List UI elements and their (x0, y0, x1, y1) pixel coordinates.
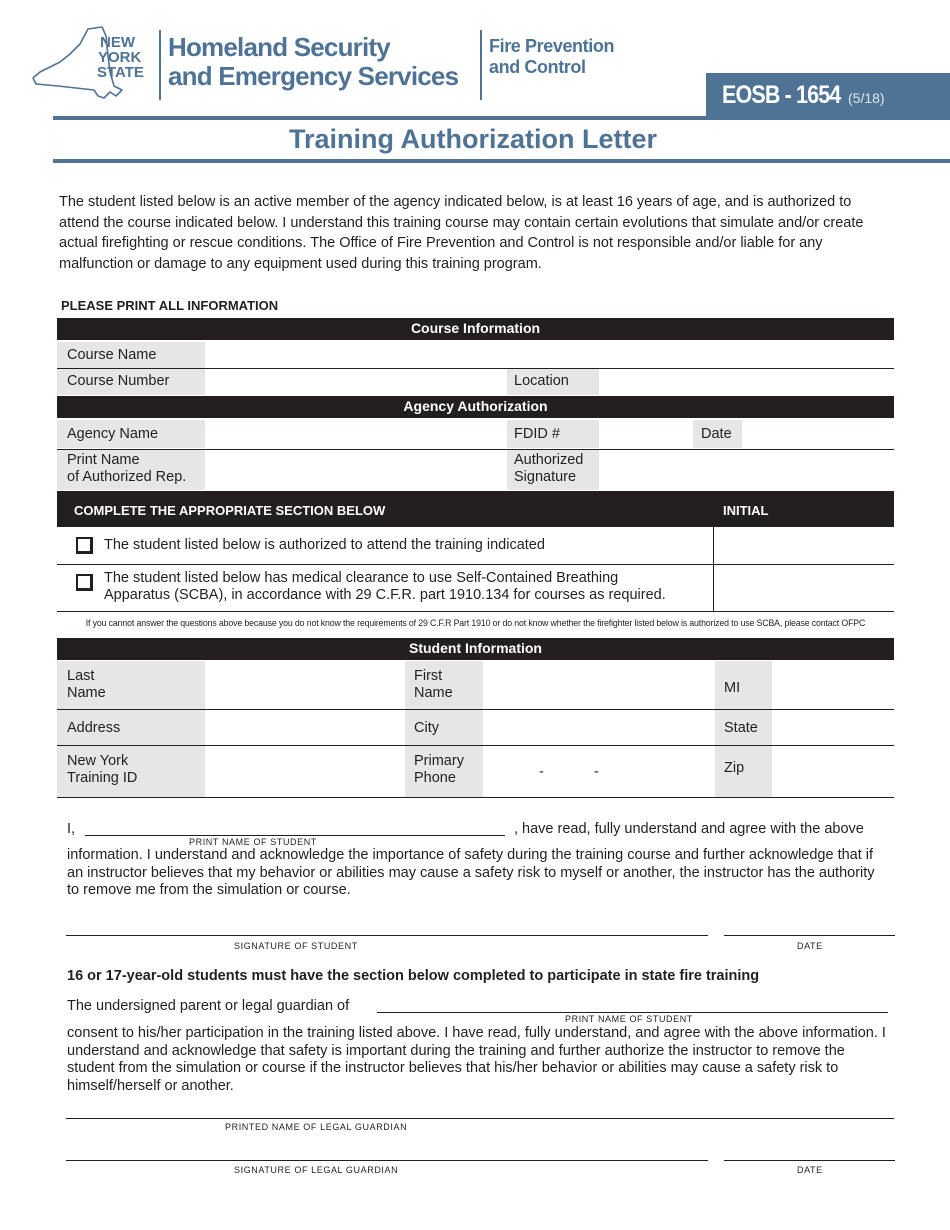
mi-label: MI (724, 680, 741, 696)
page-title: Training Authorization Letter (289, 124, 657, 154)
rep-name-label-line2: of Authorized Rep. (67, 469, 187, 485)
guardian-printed-name-line[interactable] (66, 1118, 894, 1119)
form-number-box (706, 73, 950, 117)
mi-field[interactable] (773, 661, 894, 709)
agency-name-line2: and Emergency Services (168, 61, 459, 91)
state-logo-line2: YORK (98, 49, 142, 66)
student-header: Student Information (57, 638, 894, 660)
last-name-label-line2: Name (67, 685, 106, 701)
zip-label: Zip (724, 760, 745, 776)
option1-initial-field[interactable] (714, 527, 894, 564)
option2-initial-field[interactable] (714, 565, 894, 611)
last-name-field[interactable] (206, 661, 404, 709)
guardian-signature-line[interactable] (66, 1160, 708, 1161)
city-field[interactable] (484, 710, 714, 745)
agency-date-field[interactable] (743, 420, 894, 448)
agency-header: Agency Authorization (57, 396, 894, 418)
initial-header: INITIAL (723, 503, 769, 518)
first-name-label-line2: Name (414, 685, 453, 701)
scba-note: If you cannot answer the questions above because you do not know the requirements of 29 C.F.R Part 1910 or do not know whether the firefighter listed below is authorized to use SCBA, please contact OFPC (85, 618, 866, 628)
option2-checkbox[interactable] (76, 574, 93, 591)
phone-separator-1: - (539, 764, 544, 780)
intro-paragraph: The student listed below is an active member of the agency indicated below, is at least 16 years of age, and is authorized to attend the course indicated below. I understand this training course may contain certain evolutions that simulate and/or create actual firefighting or rescue conditions. The Office of Fire Prevention and Control is not responsible and/or liable for any malfunction or damage to any equipment used during this training program. (59, 194, 864, 272)
ny-training-id-label-line1: New York (67, 753, 129, 769)
agreement-body: information. I understand and acknowledge the importance of safety during the training course and further acknowledge that if an instructor believes that my behavior or abilities may cause a safety risk to myself or another, the instructor has the authority to remove me from the simulation or course. (67, 847, 875, 898)
first-name-field[interactable] (484, 661, 714, 709)
option1-text: The student listed below is authorized to attend the training indicated (104, 537, 545, 553)
student-date-line[interactable] (724, 935, 895, 936)
course-name-field[interactable] (206, 342, 894, 368)
guardian-signature-caption: SIGNATURE OF LEGAL GUARDIAN (234, 1165, 399, 1175)
auth-signature-label (514, 452, 583, 486)
rep-name-label-line1: Print Name (67, 452, 140, 468)
rep-name-field[interactable] (206, 450, 506, 490)
option-bottom-divider (57, 611, 894, 612)
rep-name-label (67, 452, 186, 486)
location-field[interactable] (600, 369, 894, 395)
fdid-label: FDID # (514, 426, 560, 442)
last-name-label-line1: Last (67, 668, 95, 684)
office-name (489, 36, 614, 78)
guardian-body: consent to his/her participation in the training listed above. I have read, fully understand, and agree with the above information. I understand and acknowledge that safety is important during the training and further authorize the instructor to remove the student from the simulation or course if the instructor believes that his/her behavior or abilities may cause a safety risk to himself/herself or another. (67, 1025, 886, 1094)
agency-name-field[interactable] (206, 420, 506, 448)
location-label: Location (514, 373, 569, 389)
office-name-line1: Fire Prevention (489, 36, 615, 56)
guardian-student-name-caption: PRINT NAME OF STUDENT (565, 1014, 693, 1024)
sections-header: COMPLETE THE APPROPRIATE SECTION BELOW (74, 503, 386, 518)
auth-signature-label-line2: Signature (514, 469, 577, 485)
primary-phone-label-line1: Primary (414, 753, 464, 769)
student-bottom-line (57, 797, 894, 798)
course-number-field[interactable] (206, 369, 506, 395)
address-field[interactable] (206, 710, 404, 745)
course-number-label: Course Number (67, 373, 170, 389)
state-field[interactable] (773, 710, 894, 745)
last-name-label (67, 668, 106, 702)
course-header: Course Information (57, 318, 894, 340)
header-divider-1 (159, 30, 161, 100)
primary-phone-field[interactable] (484, 746, 714, 797)
ny-training-id-field[interactable] (206, 746, 404, 797)
first-name-label-line1: First (414, 668, 443, 684)
agency-date-label: Date (701, 426, 732, 442)
header-divider-2 (480, 30, 482, 100)
form-revision: (5/18) (848, 90, 885, 106)
guardian-prefix: The undersigned parent or legal guardian of (67, 998, 350, 1014)
fdid-field[interactable] (600, 420, 692, 448)
state-logo-line1: NEW (100, 34, 135, 51)
guardian-heading: 16 or 17-year-old students must have the section below completed to participate in state fire training (67, 968, 760, 984)
header-rule (53, 116, 950, 120)
course-name-label: Course Name (67, 347, 157, 363)
guardian-date-line[interactable] (724, 1160, 895, 1161)
print-notice: PLEASE PRINT ALL INFORMATION (61, 298, 279, 313)
student-print-name-line[interactable] (85, 835, 505, 836)
agency-name-line1: Homeland Security (168, 32, 390, 62)
student-print-name-caption: PRINT NAME OF STUDENT (189, 837, 317, 847)
option1-checkbox[interactable] (76, 537, 93, 554)
state-logo-line3: STATE (97, 64, 144, 81)
zip-field[interactable] (773, 746, 894, 797)
guardian-student-name-line[interactable] (377, 1012, 888, 1013)
agreement-suffix: , have read, fully understand and agree with the above (514, 821, 864, 837)
auth-signature-label-line1: Authorized (514, 452, 584, 468)
option2-text-line2: Apparatus (SCBA), in accordance with 29 C.F.R. part 1910.134 for courses as required. (104, 587, 666, 603)
primary-phone-label-line2: Phone (414, 770, 456, 786)
guardian-date-caption: DATE (797, 1165, 823, 1175)
office-name-line2: and Control (489, 57, 586, 77)
title-rule (53, 159, 950, 163)
phone-separator-2: - (594, 764, 599, 780)
city-label: City (414, 720, 439, 736)
agency-name (168, 33, 458, 91)
auth-signature-field[interactable] (600, 450, 894, 490)
option2-text (104, 570, 666, 604)
guardian-printed-name-caption: PRINTED NAME OF LEGAL GUARDIAN (225, 1122, 408, 1132)
first-name-label (414, 668, 453, 702)
student-signature-line[interactable] (66, 935, 708, 936)
student-signature-caption: SIGNATURE OF STUDENT (234, 941, 358, 951)
state-label: State (724, 720, 758, 736)
form-number: EOSB - 1654 (722, 81, 841, 109)
ny-training-id-label-line2: Training ID (67, 770, 138, 786)
student-date-caption: DATE (797, 941, 823, 951)
agreement-prefix: I, (67, 821, 76, 837)
primary-phone-label (414, 753, 464, 787)
address-label: Address (67, 720, 121, 736)
agency-name-label: Agency Name (67, 426, 159, 442)
state-logo-text (97, 35, 144, 80)
ny-training-id-label (67, 753, 137, 787)
option2-text-line1: The student listed below has medical clearance to use Self-Contained Breathing (104, 570, 619, 586)
